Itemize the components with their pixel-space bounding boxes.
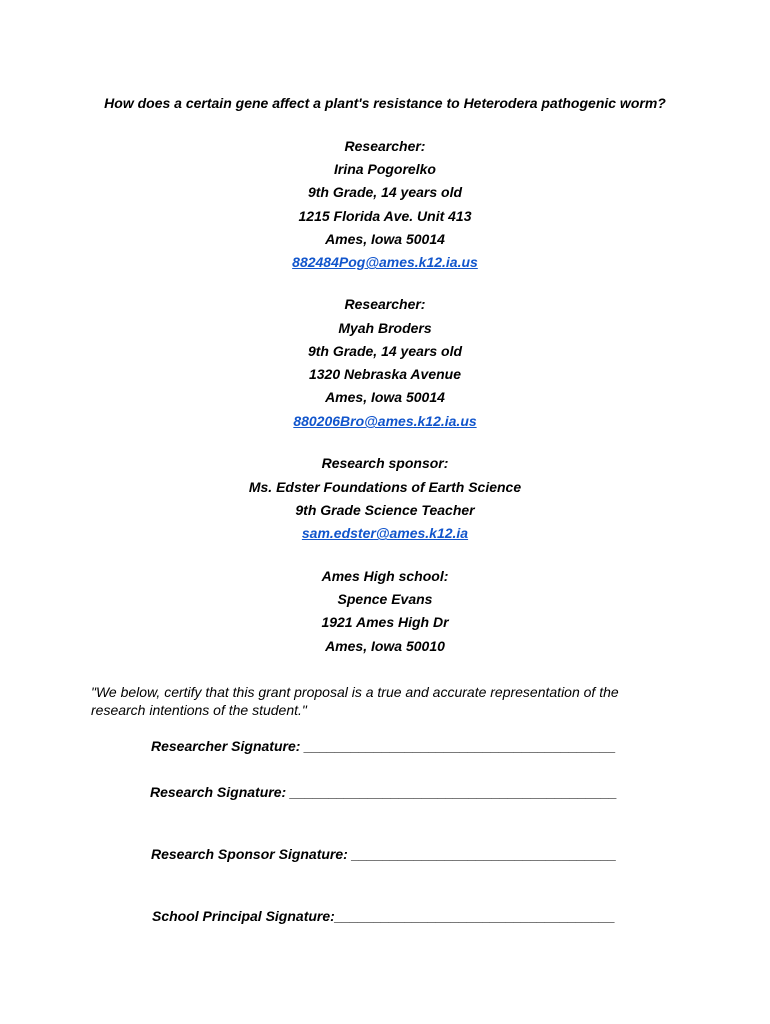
school-contact-name: Spence Evans — [337, 591, 433, 607]
researcher1-city: Ames, Iowa 50014 — [325, 231, 445, 247]
researcher2-street: 1320 Nebraska Avenue — [308, 366, 462, 382]
researcher1-email-row — [0, 253, 770, 271]
school-heading: Ames High school: — [321, 568, 449, 584]
researcher1-name: Irina Pogorelko — [334, 161, 436, 177]
certification-line-2: research intentions of the student." — [91, 702, 307, 718]
research-signature-line: Research Signature: __________________________________________ — [150, 784, 618, 800]
researcher2-name: Myah Broders — [338, 320, 432, 336]
school-street: 1921 Ames High Dr — [321, 614, 449, 630]
researcher1-heading: Researcher: — [344, 138, 426, 154]
researcher1-email-link[interactable]: 882484Pog@ames.k12.ia.us — [292, 254, 478, 270]
researcher1-street: 1215 Florida Ave. Unit 413 — [298, 208, 472, 224]
certification-line-1: "We below, certify that this grant proposal is a true and accurate representation of the — [91, 684, 619, 700]
sponsor-email-link[interactable]: sam.edster@ames.k12.ia — [301, 525, 469, 541]
researcher2-grade: 9th Grade, 14 years old — [307, 343, 463, 359]
researcher2-email-link[interactable]: 880206Bro@ames.k12.ia.us — [293, 413, 477, 429]
researcher-signature-line: Researcher Signature: ________________________________________ — [151, 738, 616, 754]
document-title: How does a certain gene affect a plant's resistance to Heterodera pathogenic worm? — [104, 95, 666, 111]
sponsor-role: 9th Grade Science Teacher — [295, 502, 475, 518]
sponsor-signature-line: Research Sponsor Signature: __________________________________ — [151, 846, 617, 862]
sponsor-heading: Research sponsor: — [321, 455, 449, 471]
sponsor-email-row — [0, 524, 770, 542]
sponsor-name: Ms. Edster Foundations of Earth Science — [248, 479, 522, 495]
school-city: Ames, Iowa 50010 — [325, 638, 445, 654]
researcher2-city: Ames, Iowa 50014 — [325, 389, 445, 405]
principal-signature-line: School Principal Signature:____________________________________ — [152, 908, 616, 924]
researcher1-grade: 9th Grade, 14 years old — [307, 184, 463, 200]
researcher2-heading: Researcher: — [344, 296, 426, 312]
researcher2-email-row — [0, 412, 770, 430]
